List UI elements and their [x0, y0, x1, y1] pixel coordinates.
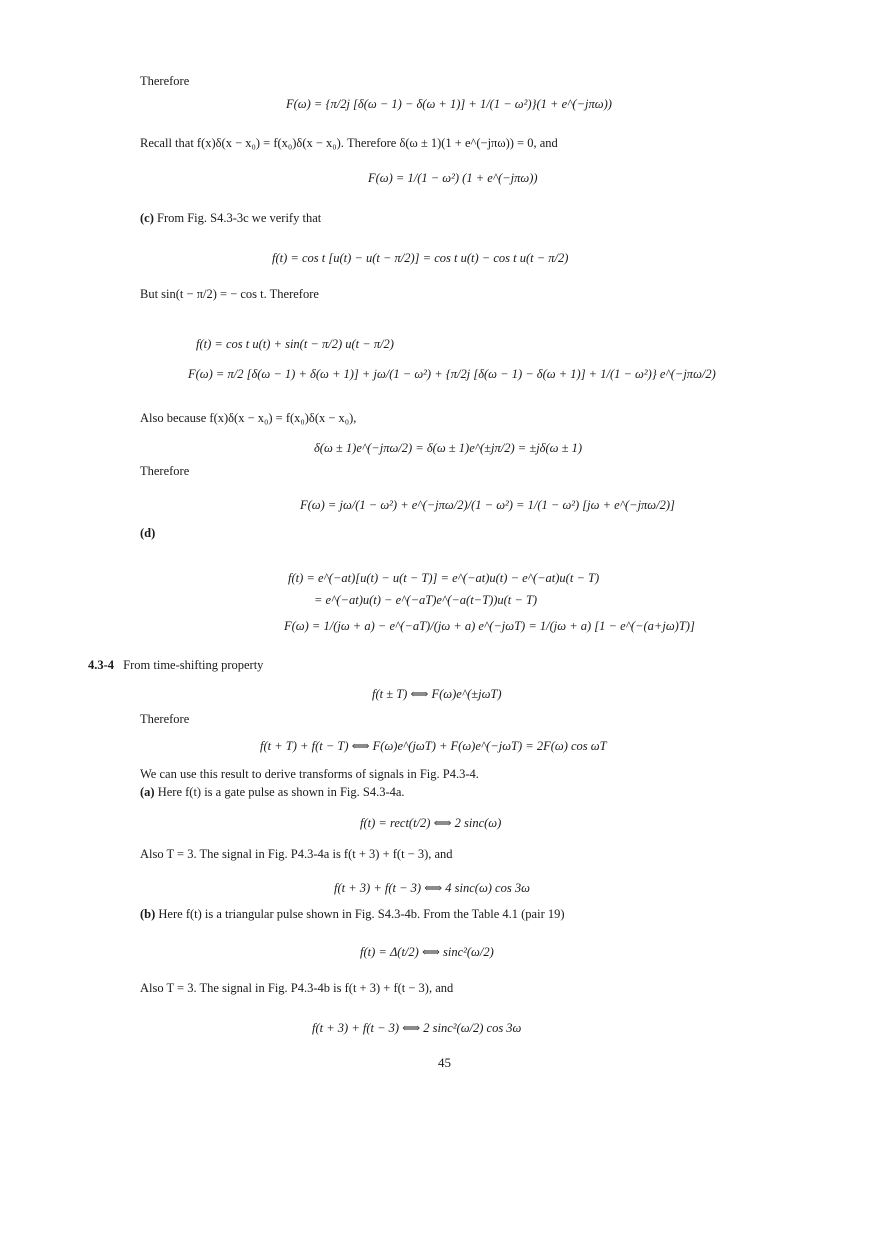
text-also-t-3-a: Also T = 3. The signal in Fig. P4.3-4a is f(t + 3) + f(t − 3), and: [140, 847, 453, 861]
text-therefore-2: Therefore: [140, 464, 190, 478]
part-c-text: From Fig. S4.3-3c we verify that: [157, 211, 322, 225]
equation-rect: f(t) = rect(t/2) ⟺ 2 sinc(ω): [360, 816, 502, 830]
part-label-b: (b): [140, 907, 156, 921]
equation-f-t-cos: f(t) = cos t [u(t) − u(t − π/2)] = cos t u(t) − cos t u(t − π/2): [272, 251, 569, 265]
problem-4-3-4-text: From time-shifting property: [123, 658, 264, 672]
equation-f-omega-3: F(ω) = π/2 [δ(ω − 1) + δ(ω + 1)] + jω/(1 − ω²) + {π/2j [δ(ω − 1) − δ(ω + 1)] + 1/(1 − ω²)} e^(−jπω/2): [188, 367, 716, 381]
equation-f-omega-4: F(ω) = jω/(1 − ω²) + e^(−jπω/2)/(1 − ω²) = 1/(1 − ω²) [jω + e^(−jπω/2)]: [300, 498, 675, 512]
equation-f-omega-1: F(ω) = {π/2j [δ(ω − 1) − δ(ω + 1)] + 1/(1 − ω²)}(1 + e^(−jπω)): [286, 97, 612, 111]
text-but-sin: But sin(t − π/2) = − cos t. Therefore: [140, 287, 319, 301]
part-a-paragraph: [140, 784, 405, 800]
equation-sinc2-cos: f(t + 3) + f(t − 3) ⟺ 2 sinc²(ω/2) cos 3ω: [312, 1021, 522, 1035]
text-therefore-3: Therefore: [140, 712, 190, 726]
equation-f-omega-2: F(ω) = 1/(1 − ω²) (1 + e^(−jπω)): [368, 171, 538, 185]
equation-shift-sum: f(t + T) + f(t − T) ⟺ F(ω)e^(jωT) + F(ω)e^(−jωT) = 2F(ω) cos ωT: [260, 739, 607, 753]
text-therefore-1: Therefore: [140, 74, 190, 88]
problem-4-3-4-paragraph: [88, 657, 263, 673]
equation-triangle: f(t) = Δ(t/2) ⟺ sinc²(ω/2): [360, 945, 494, 959]
part-c-paragraph: [140, 210, 321, 226]
page-number: 45: [438, 1055, 451, 1070]
part-a-text: Here f(t) is a gate pulse as shown in Fig. S4.3-4a.: [157, 785, 405, 799]
equation-f-t-exp-1: f(t) = e^(−at)[u(t) − u(t − T)] = e^(−at)u(t) − e^(−at)u(t − T): [288, 571, 600, 585]
part-label-d: (d): [140, 526, 156, 540]
part-label-a: (a): [140, 785, 155, 799]
equation-f-t-exp-2: = e^(−at)u(t) − e^(−aT)e^(−a(t−T))u(t − T): [314, 593, 538, 607]
equation-delta-shift: δ(ω ± 1)e^(−jπω/2) = δ(ω ± 1)e^(±jπ/2) = ±jδ(ω ± 1): [314, 441, 582, 455]
text-also-t-3-b: Also T = 3. The signal in Fig. P4.3-4b is f(t + 3) + f(t − 3), and: [140, 981, 454, 995]
text-recall: Recall that f(x)δ(x − x₀) = f(x₀)δ(x − x₀). Therefore δ(ω ± 1)(1 + e^(−jπω)) = 0, and: [140, 136, 558, 150]
equation-f-omega-5: F(ω) = 1/(jω + a) − e^(−aT)/(jω + a) e^(−jωT) = 1/(jω + a) [1 − e^(−(a+jω)T)]: [284, 619, 695, 633]
equation-time-shift: f(t ± T) ⟺ F(ω)e^(±jωT): [372, 687, 502, 701]
part-b-text: Here f(t) is a triangular pulse shown in Fig. S4.3-4b. From the Table 4.1 (pair 19): [158, 907, 565, 921]
part-label-c: (c): [140, 211, 154, 225]
equation-sinc-cos: f(t + 3) + f(t − 3) ⟺ 4 sinc(ω) cos 3ω: [334, 881, 530, 895]
part-b-paragraph: [140, 906, 565, 922]
text-also-because: Also because f(x)δ(x − x₀) = f(x₀)δ(x − x₀),: [140, 411, 357, 425]
text-we-can-use: We can use this result to derive transforms of signals in Fig. P4.3-4.: [140, 767, 479, 781]
equation-f-t-cos-sin: f(t) = cos t u(t) + sin(t − π/2) u(t − π/2): [196, 337, 394, 351]
problem-number-4-3-4: 4.3-4: [88, 658, 115, 672]
